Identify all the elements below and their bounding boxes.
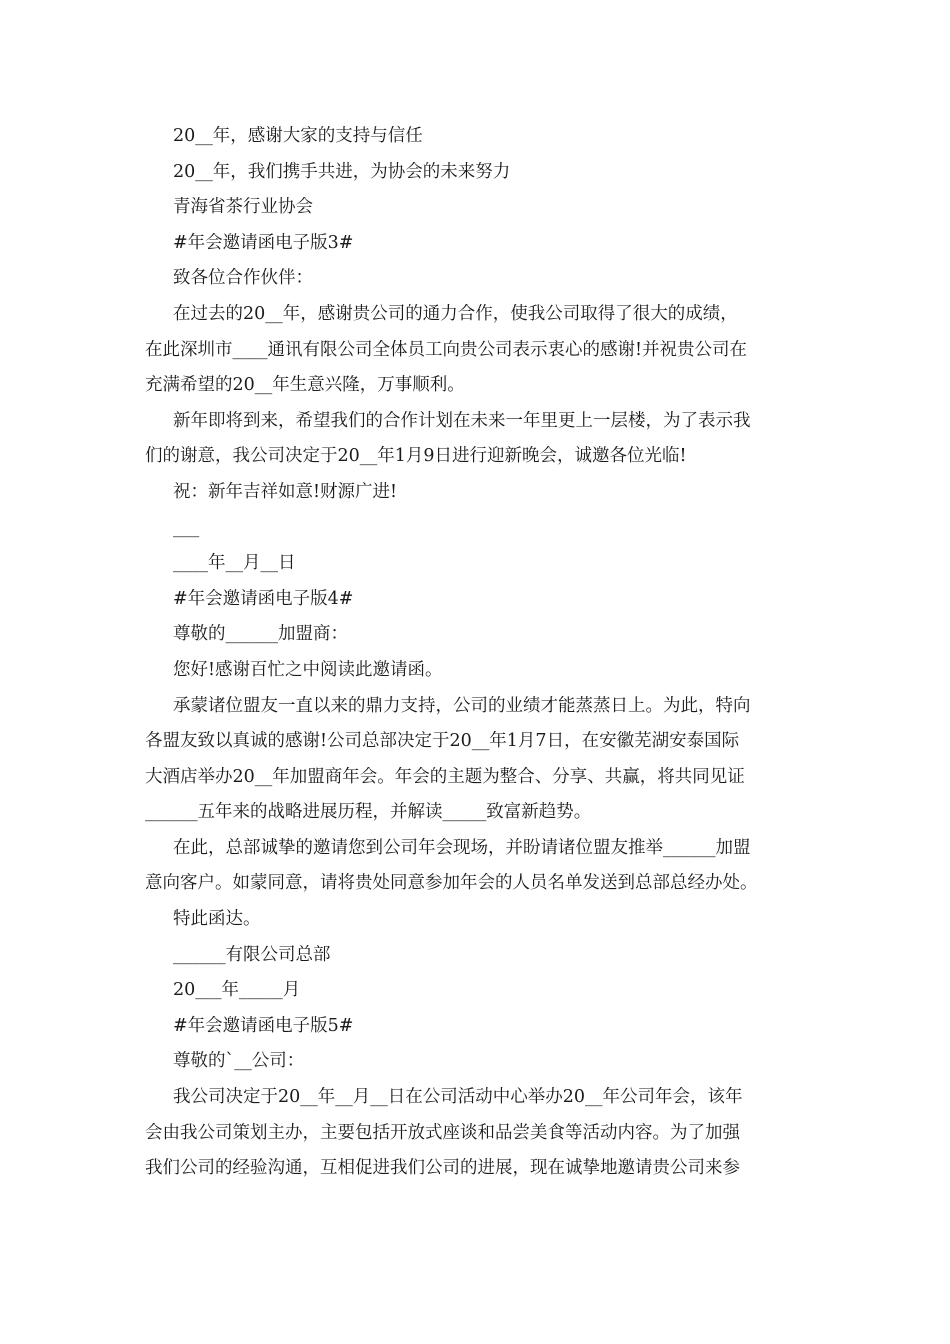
text-line: 承蒙诸位盟友一直以来的鼎力支持，公司的业绩才能蒸蒸日上。为此，特向 — [173, 695, 751, 716]
text-line: 在过去的20__年，感谢贵公司的通力合作，使我公司取得了很大的成绩， — [173, 303, 738, 324]
text-line: 新年即将到来，希望我们的合作计划在未来一年里更上一层楼，为了表示我 — [173, 410, 751, 431]
text-line: 祝：新年吉祥如意!财源广进! — [173, 481, 398, 502]
text-line: 20___年_____月 — [173, 980, 301, 1001]
text-line: ______五年来的战略进展历程，并解读_____致富新趋势。 — [145, 802, 592, 823]
text-line: 20__年，感谢大家的支持与信任 — [173, 126, 423, 146]
text-line: 充满希望的20__年生意兴隆，万事顺利。 — [145, 375, 465, 396]
document-body — [145, 119, 813, 1187]
text-line: 尊敬的______加盟商： — [173, 624, 348, 645]
text-line: 各盟友致以真诚的感谢!公司总部决定于20__年1月7日，在安徽芜湖安泰国际 — [145, 731, 740, 752]
text-line: 在此深圳市____通讯有限公司全体员工向贵公司表示衷心的感谢!并祝贵公司在 — [145, 339, 748, 360]
text-line: 意向客户。如蒙同意，请将贵处同意参加年会的人员名单发送到总部总经办处。 — [145, 873, 758, 894]
text-line: 您好!感谢百忙之中阅读此邀请函。 — [173, 659, 443, 680]
text-line: ______有限公司总部 — [173, 944, 331, 965]
text-line: 我公司决定于20__年__月__日在公司活动中心举办20__年公司年会，该年 — [173, 1087, 743, 1108]
text-line: ____年__月__日 — [173, 553, 296, 574]
text-line: 我们公司的经验沟通，互相促进我们公司的进展，现在诚挚地邀请贵公司来参 — [145, 1158, 740, 1179]
text-line: #年会邀请函电子版4# — [173, 588, 354, 609]
text-line: 在此，总部诚挚的邀请您到公司年会现场，并盼请诸位盟友推举______加盟 — [173, 837, 751, 858]
text-line: 20__年，我们携手共进，为协会的未来努力 — [173, 161, 511, 182]
text-line: 尊敬的`__公司： — [173, 1051, 305, 1072]
text-line: 特此函达。 — [173, 909, 261, 930]
text-line: #年会邀请函电子版5# — [173, 1015, 354, 1036]
text-line: #年会邀请函电子版3# — [173, 232, 354, 253]
text-line: 大酒店举办20__年加盟商年会。年会的主题为整合、分享、共赢，将共同见证 — [145, 766, 745, 787]
text-line: 们的谢意，我公司决定于20__年1月9日进行迎新晚会，诚邀各位光临! — [145, 446, 687, 467]
text-line: 致各位合作伙伴： — [173, 268, 313, 289]
text-line: 会由我公司策划主办，主要包括开放式座谈和品尝美食等活动内容。为了加强 — [145, 1122, 740, 1143]
text-line: ___ — [173, 517, 200, 538]
text-line: 青海省茶行业协会 — [173, 197, 313, 218]
